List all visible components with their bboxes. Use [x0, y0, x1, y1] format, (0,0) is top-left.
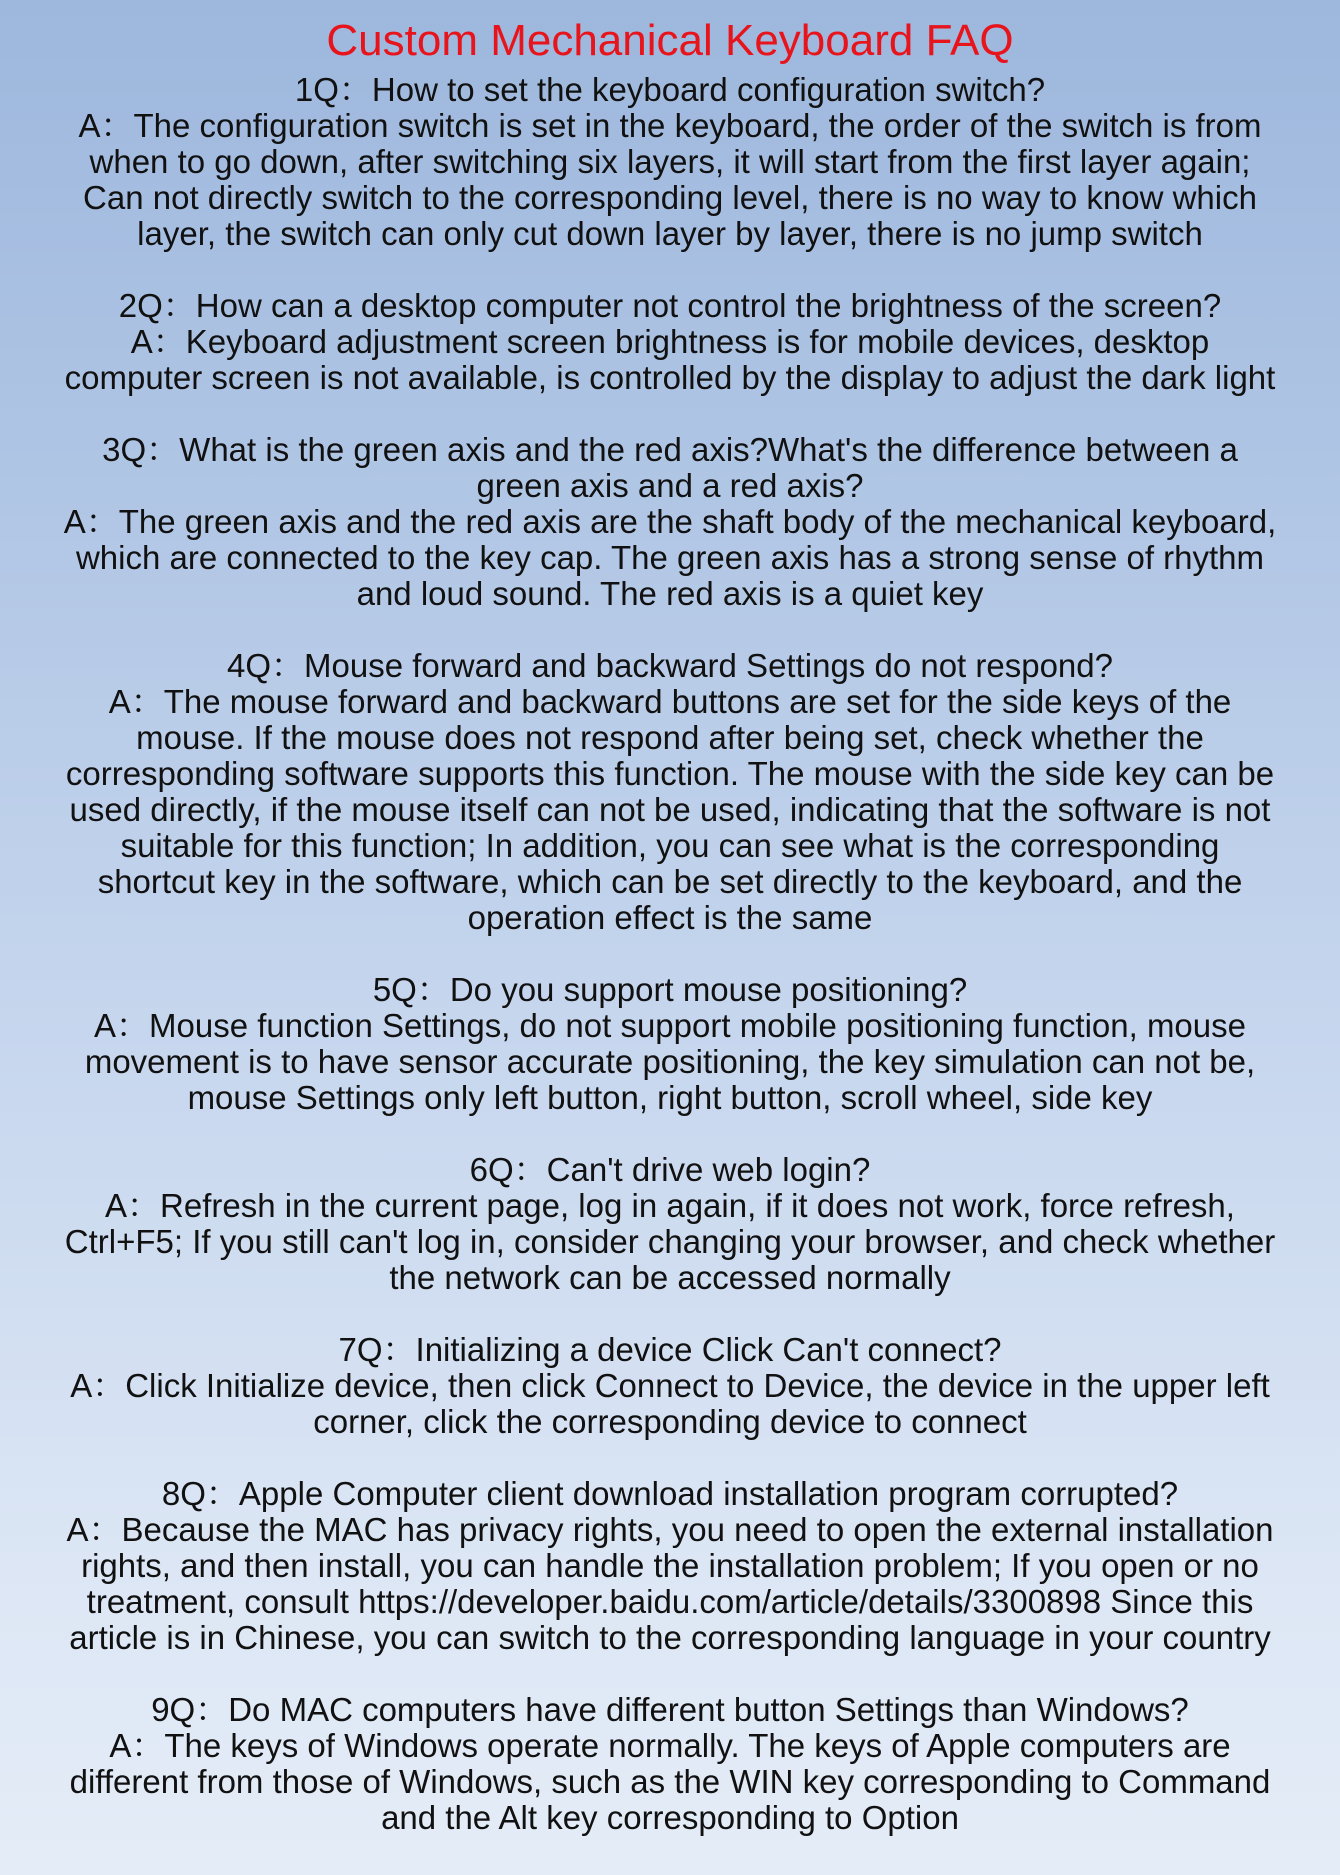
answer-line: Can not directly switch to the corresponding level, there is no way to know which: [83, 179, 1257, 216]
answer-line: treatment, consult https://developer.baidu.com/article/details/3300898 Since this: [86, 1583, 1254, 1620]
faq-item-7: [0, 1332, 1340, 1440]
answer-line: suitable for this function; In addition, you can see what is the corresponding: [120, 827, 1220, 864]
faq-item-2: [0, 288, 1340, 396]
answer-line: computer screen is not available, is controlled by the display to adjust the dark light: [64, 359, 1276, 396]
answer-line: and the Alt key corresponding to Option: [381, 1799, 959, 1836]
answer-line: A：Refresh in the current page, log in again, if it does not work, force refresh,: [105, 1187, 1235, 1224]
question-line: 3Q：What is the green axis and the red axis?What's the difference between a: [102, 431, 1238, 468]
answer-line: operation effect is the same: [467, 899, 873, 936]
answer-line: article is in Chinese, you can switch to the corresponding language in your country: [69, 1619, 1271, 1656]
question-line: 5Q：Do you support mouse positioning?: [372, 971, 968, 1008]
question-line: 7Q：Initializing a device Click Can't connect?: [338, 1331, 1002, 1368]
answer-line: A：The keys of Windows operate normally. The keys of Apple computers are: [109, 1727, 1231, 1764]
answer-line: A：The green axis and the red axis are the shaft body of the mechanical keyboard,: [63, 503, 1277, 540]
faq-item-4: [0, 648, 1340, 936]
question-line: 4Q：Mouse forward and backward Settings do not respond?: [226, 647, 1113, 684]
answer-line: corresponding software supports this function. The mouse with the side key can be: [65, 755, 1275, 792]
answer-line: A：The mouse forward and backward buttons are set for the side keys of the: [108, 683, 1232, 720]
answer-line: different from those of Windows, such as the WIN key corresponding to Command: [69, 1763, 1271, 1800]
faq-item-5: [0, 972, 1340, 1116]
answer-line: rights, and then install, you can handle the installation problem; If you open or no: [81, 1547, 1259, 1584]
answer-line: the network can be accessed normally: [389, 1259, 951, 1296]
question-line: 8Q：Apple Computer client download installation program corrupted?: [161, 1475, 1179, 1512]
answer-line: A：The configuration switch is set in the keyboard, the order of the switch is from: [78, 107, 1262, 144]
answer-line: A：Keyboard adjustment screen brightness is for mobile devices, desktop: [130, 323, 1210, 360]
question-line: 2Q：How can a desktop computer not control the brightness of the screen?: [118, 287, 1222, 324]
answer-line: corner, click the corresponding device to connect: [313, 1403, 1027, 1440]
question-line: 6Q：Can't drive web login?: [469, 1151, 871, 1188]
answer-line: movement is to have sensor accurate positioning, the key simulation can not be,: [84, 1043, 1256, 1080]
answer-line: Ctrl+F5; If you still can't log in, consider changing your browser, and check whether: [64, 1223, 1276, 1260]
answer-line: mouse. If the mouse does not respond after being set, check whether the: [136, 719, 1204, 756]
answer-line: mouse Settings only left button, right button, scroll wheel, side key: [187, 1079, 1153, 1116]
answer-line: A：Because the MAC has privacy rights, you need to open the external installation: [66, 1511, 1274, 1548]
faq-item-8: [0, 1476, 1340, 1656]
answer-line: when to go down, after switching six layers, it will start from the first layer again;: [89, 143, 1251, 180]
faq-item-6: [0, 1152, 1340, 1296]
question-line: 9Q：Do MAC computers have different button Settings than Windows?: [151, 1691, 1189, 1728]
faq-item-3: [0, 432, 1340, 612]
answer-line: A：Mouse function Settings, do not support mobile positioning function, mouse: [93, 1007, 1246, 1044]
question-line: 1Q：How to set the keyboard configuration switch?: [294, 71, 1046, 108]
answer-line: A：Click Initialize device, then click Connect to Device, the device in the upper left: [70, 1367, 1270, 1404]
answer-line: layer, the switch can only cut down layer by layer, there is no jump switch: [137, 215, 1203, 252]
answer-line: used directly, if the mouse itself can not be used, indicating that the software is not: [69, 791, 1271, 828]
page-title: Custom Mechanical Keyboard FAQ: [326, 16, 1014, 65]
answer-line: shortcut key in the software, which can be set directly to the keyboard, and the: [97, 863, 1243, 900]
answer-line: which are connected to the key cap. The green axis has a strong sense of rhythm: [75, 539, 1265, 576]
faq-item-1: [0, 72, 1340, 252]
answer-line: and loud sound. The red axis is a quiet key: [356, 575, 984, 612]
faq-item-9: [0, 1692, 1340, 1836]
question-line: green axis and a red axis?: [476, 467, 864, 504]
